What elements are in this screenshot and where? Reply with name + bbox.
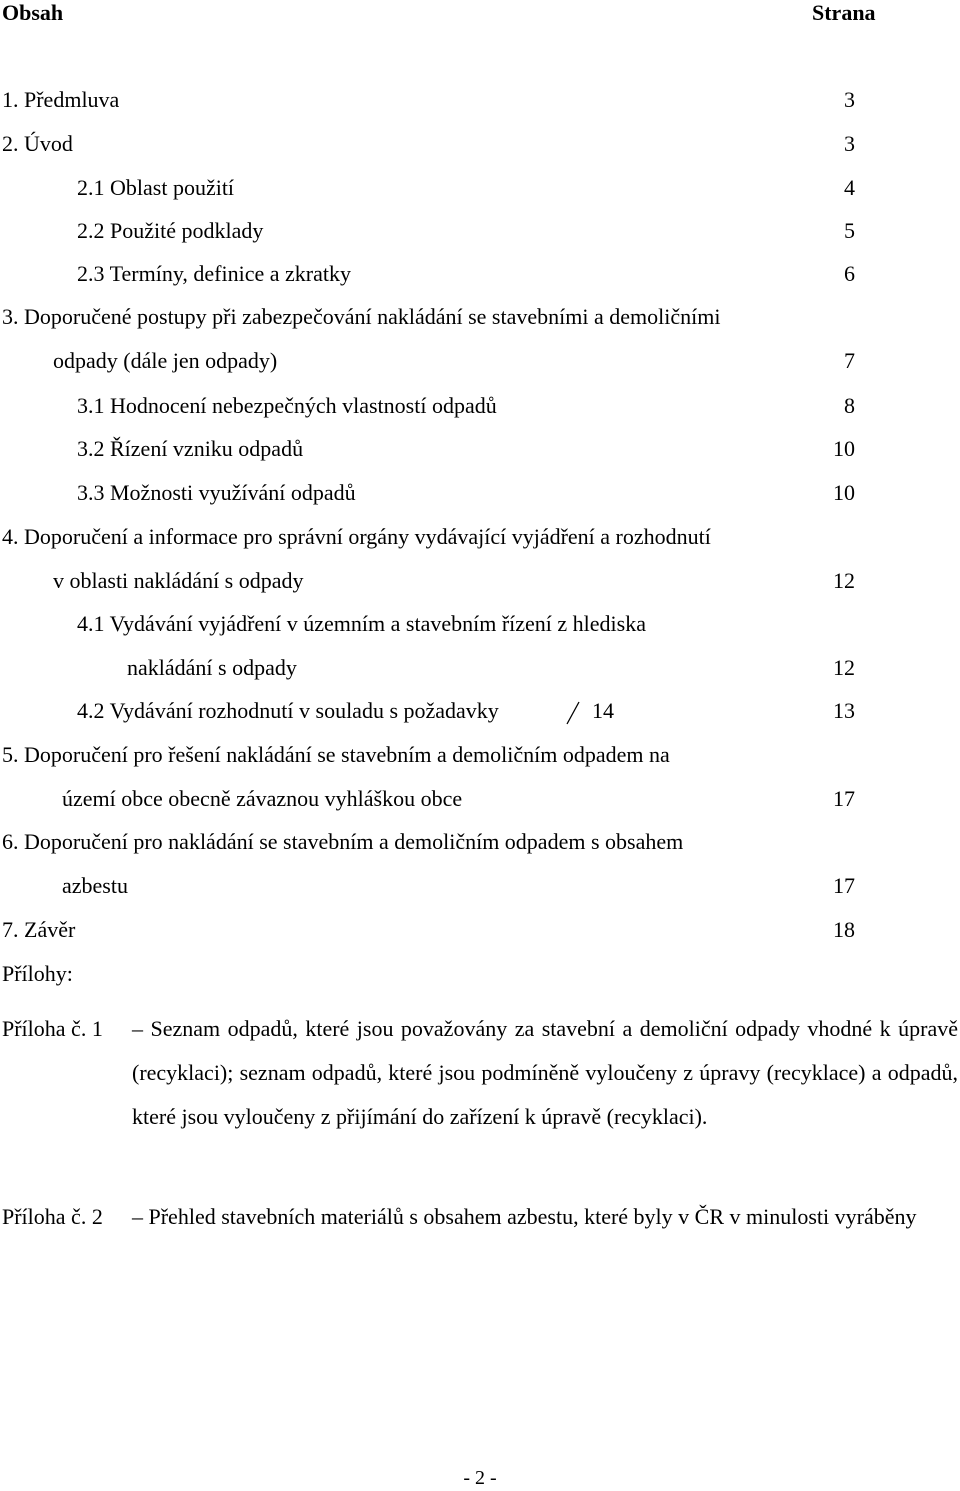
toc-entry-text: 1. Předmluva [2, 87, 120, 112]
toc-entry-continuation: území obce obecně závaznou vyhláškou obce [62, 786, 463, 811]
toc-entry-text: 2.1 Oblast použití [77, 175, 235, 200]
toc-entry-text: 6. Doporučení pro nakládání se stavebním a demoličním odpadem s obsahem [2, 829, 684, 854]
attachment-text: – Seznam odpadů, které jsou považovány za stavební a demoliční odpady vhodné k úpravě (recyklaci); seznam odpadů, které jsou podmíněně vyloučeny z úpravy (recyklace) a odpadů, které jsou vyloučeny z přijímání do zařízení k úpravě (recyklaci). [132, 1016, 958, 1129]
toc-entry-continuation: v oblasti nakládání s odpady [53, 568, 304, 593]
attachment-label: Příloha č. 1 [2, 1016, 103, 1041]
page-number: - 2 - [463, 1467, 497, 1489]
toc-entry-text: 4. Doporučení a informace pro správní orgány vydávající vyjádření a rozhodnutí [2, 524, 711, 549]
attachment-item [0, 1007, 960, 1187]
toc-entry-text: 4.1 Vydávání vyjádření v územním a stavebním řízení z hlediska [77, 611, 646, 636]
page-column-heading: Strana [812, 0, 876, 25]
toc-entry-page: 13 [833, 698, 855, 723]
toc-entry-text: 2.2 Použité podklady [77, 218, 264, 243]
toc-entry-text: 2.3 Termíny, definice a zkratky [77, 261, 351, 286]
attachments-heading: Přílohy: [2, 961, 73, 986]
toc-entry-text: 3.3 Možnosti využívání odpadů [77, 480, 356, 505]
toc-entry-page: 3 [844, 131, 855, 156]
slash-mark-icon [565, 700, 581, 726]
toc-entry-page: 17 [833, 873, 855, 898]
toc-entry-page: 12 [833, 568, 855, 593]
toc-heading: Obsah [2, 0, 64, 25]
attachment-label: Příloha č. 2 [2, 1204, 103, 1229]
toc-entry-page: 7 [844, 348, 855, 373]
toc-entry-page: 5 [844, 218, 855, 243]
toc-entry-page: 17 [833, 786, 855, 811]
toc-entry-text: 4.2 Vydávání rozhodnutí v souladu s požadavky [77, 698, 499, 723]
toc-entry-page: 12 [833, 655, 855, 680]
toc-entry-text: 2. Úvod [2, 131, 73, 156]
toc-entry-page: 10 [833, 436, 855, 461]
toc-entry-page: 6 [844, 261, 855, 286]
toc-entry-continuation: odpady (dále jen odpady) [53, 348, 278, 373]
toc-entry-text: 5. Doporučení pro řešení nakládání se stavebním a demoličním odpadem na [2, 742, 670, 767]
toc-entry-page: 4 [844, 175, 855, 200]
toc-entry-text: 3.2 Řízení vzniku odpadů [77, 436, 304, 461]
toc-entry-page: 8 [844, 393, 855, 418]
toc-entry-text: 7. Závěr [2, 917, 76, 942]
toc-entry-page: 10 [833, 480, 855, 505]
toc-entry-continuation: nakládání s odpady [127, 655, 297, 680]
attachment-item [0, 1195, 960, 1295]
toc-entry-text: 3.1 Hodnocení nebezpečných vlastností odpadů [77, 393, 497, 418]
toc-entry-page: 18 [833, 917, 855, 942]
toc-entry-page: 3 [844, 87, 855, 112]
attachment-text: – Přehled stavebních materiálů s obsahem azbestu, které byly v ČR v minulosti vyráběny [132, 1204, 917, 1229]
toc-entry-continuation: azbestu [62, 873, 128, 898]
toc-entry-extra: 14 [592, 698, 614, 723]
toc-entry-text: 3. Doporučené postupy při zabezpečování nakládání se stavebními a demoličními [2, 304, 721, 329]
